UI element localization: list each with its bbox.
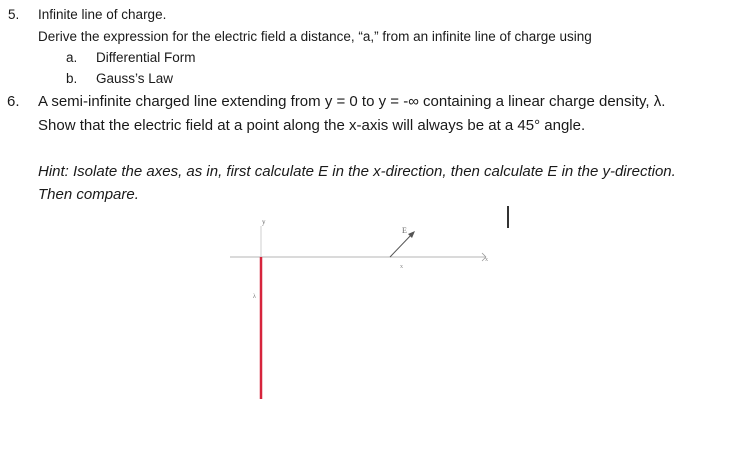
problem-6-hint-line-1: Hint: Isolate the axes, as in, first calculate E in the x-direction, then calculate E in the y-direction. [38, 163, 676, 180]
problem-5-number: 5. [8, 7, 20, 22]
field-arrow [390, 233, 413, 257]
problem-6-statement-line-1: A semi-infinite charged line extending from y = 0 to y = -∞ containing a linear charge density, λ. [38, 93, 666, 110]
x-axis-label: x [485, 257, 488, 263]
problem-5-title: Infinite line of charge. [38, 7, 167, 22]
problem-5-item-b-marker: b. [66, 71, 78, 86]
charge-label: λ [253, 294, 256, 300]
problem-6-hint-line-2: Then compare. [38, 186, 139, 203]
point-label: x [400, 264, 403, 270]
problem-5-item-b-label: Gauss’s Law [96, 71, 174, 86]
problem-5-item-a-label: Differential Form [96, 50, 196, 65]
field-label: E [402, 226, 407, 235]
problem-5-instruction: Derive the expression for the electric field a distance, “a,” from an infinite line of charge using [38, 29, 592, 44]
problem-6-number: 6. [7, 93, 20, 110]
y-axis-label: y [262, 218, 266, 226]
problem-6-statement-line-2: Show that the electric field at a point along the x-axis will always be at a 45° angle. [38, 117, 586, 134]
problem-5-item-a-marker: a. [66, 50, 78, 65]
